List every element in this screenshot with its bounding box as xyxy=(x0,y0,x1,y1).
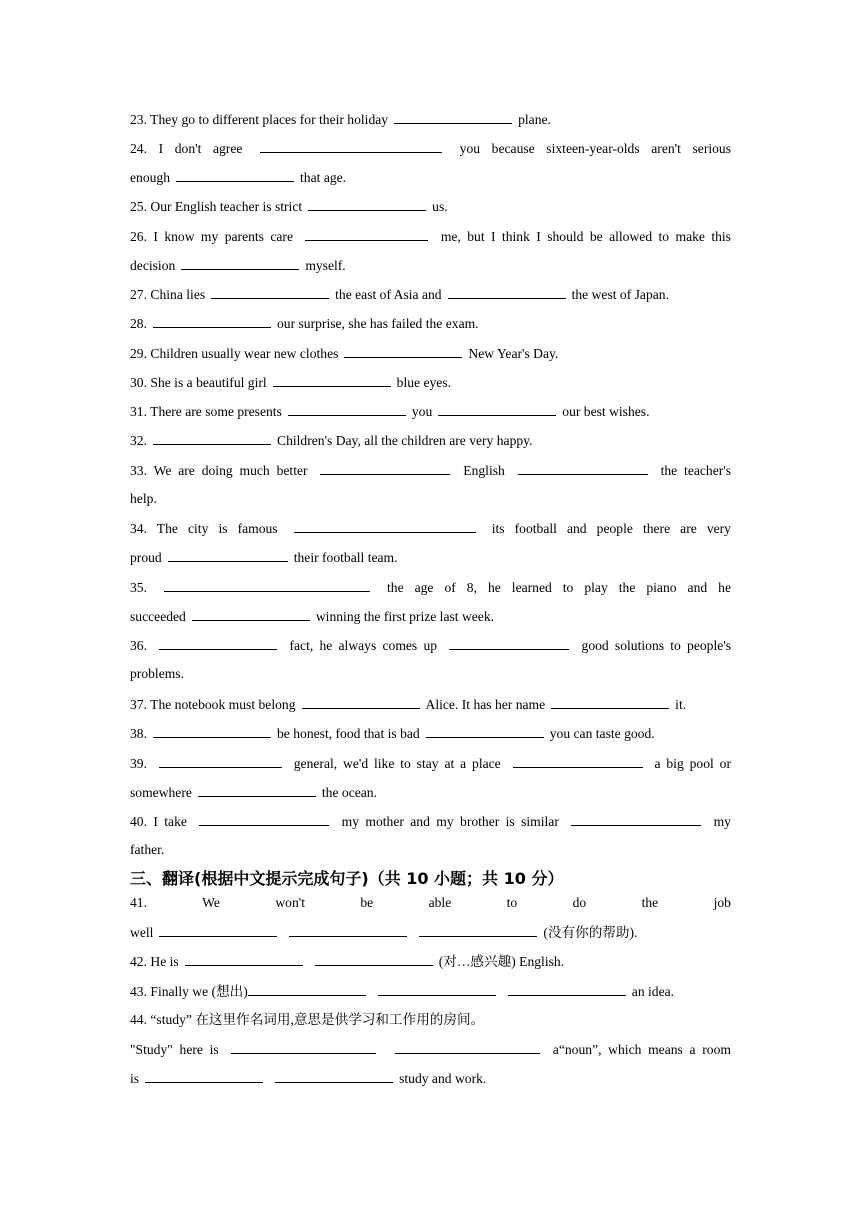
answer-blank[interactable] xyxy=(159,636,277,650)
answer-blank[interactable] xyxy=(394,110,512,124)
question-37: 37. The notebook must belong Alice. It has her name it. xyxy=(130,697,687,712)
question-26-cont: decision myself. xyxy=(130,258,346,273)
answer-blank[interactable] xyxy=(551,695,669,709)
answer-blank[interactable] xyxy=(395,1040,540,1054)
question-40-cont: father. xyxy=(130,842,165,857)
answer-blank[interactable] xyxy=(513,754,643,768)
answer-blank[interactable] xyxy=(288,402,406,416)
question-30: 30. She is a beautiful girl blue eyes. xyxy=(130,375,452,390)
answer-blank[interactable] xyxy=(426,724,544,738)
answer-blank[interactable] xyxy=(308,197,426,211)
answer-blank[interactable] xyxy=(168,548,288,562)
question-36: 36. fact, he always comes up good solutions to people's xyxy=(130,638,732,653)
answer-blank[interactable] xyxy=(164,578,370,592)
question-39-cont: somewhere the ocean. xyxy=(130,785,378,800)
question-39: 39. general, we'd like to stay at a place a big pool or xyxy=(130,756,731,771)
answer-blank[interactable] xyxy=(320,461,450,475)
question-25: 25. Our English teacher is strict us. xyxy=(130,199,448,214)
section-heading: 三、翻译(根据中文提示完成句子)（共 10 小题；共 10 分） xyxy=(130,869,564,888)
question-35-cont: succeeded winning the first prize last week. xyxy=(130,609,495,624)
question-34-cont: proud their football team. xyxy=(130,550,398,565)
answer-blank[interactable] xyxy=(185,952,303,966)
answer-blank[interactable] xyxy=(231,1040,376,1054)
answer-blank[interactable] xyxy=(145,1069,263,1083)
answer-blank[interactable] xyxy=(275,1069,393,1083)
answer-blank[interactable] xyxy=(199,812,329,826)
answer-blank[interactable] xyxy=(198,783,316,797)
question-44: "Study" here is a“noun”, which means a room xyxy=(130,1042,731,1057)
question-31: 31. There are some presents you our best wishes. xyxy=(130,404,650,419)
answer-blank[interactable] xyxy=(449,636,569,650)
answer-blank[interactable] xyxy=(181,256,299,270)
answer-blank[interactable] xyxy=(302,695,420,709)
question-24: 24. I don't agree you because sixteen-year-olds aren't serious xyxy=(130,141,732,156)
answer-blank[interactable] xyxy=(438,402,556,416)
answer-blank[interactable] xyxy=(448,285,566,299)
question-35: 35. the age of 8, he learned to play the piano and he xyxy=(130,580,731,595)
answer-blank[interactable] xyxy=(211,285,329,299)
question-34: 34. The city is famous its football and people there are very xyxy=(130,521,731,536)
question-41: 41. We won't be able to do the job xyxy=(130,895,731,910)
question-26: 26. I know my parents care me, but I think I should be allowed to make this xyxy=(130,229,731,244)
question-32: 32. Children's Day, all the children are very happy. xyxy=(130,433,533,448)
answer-blank[interactable] xyxy=(159,923,277,937)
answer-blank[interactable] xyxy=(248,982,366,996)
answer-blank[interactable] xyxy=(571,812,701,826)
answer-blank[interactable] xyxy=(289,923,407,937)
answer-blank[interactable] xyxy=(273,373,391,387)
question-29: 29. Children usually wear new clothes New Year's Day. xyxy=(130,346,559,361)
question-33: 33. We are doing much better English the teacher's xyxy=(130,463,732,478)
answer-blank[interactable] xyxy=(294,519,476,533)
answer-blank[interactable] xyxy=(260,139,442,153)
question-28: 28. our surprise, she has failed the exam. xyxy=(130,316,479,331)
question-42: 42. He is (对…感兴趣) English. xyxy=(130,954,565,969)
answer-blank[interactable] xyxy=(153,314,271,328)
question-44-cont: is study and work. xyxy=(130,1071,487,1086)
answer-blank[interactable] xyxy=(378,982,496,996)
question-33-cont: help. xyxy=(130,491,157,506)
question-38: 38. be honest, food that is bad you can taste good. xyxy=(130,726,655,741)
question-24-cont: enough that age. xyxy=(130,170,347,185)
answer-blank[interactable] xyxy=(176,168,294,182)
question-23: 23. They go to different places for their holiday plane. xyxy=(130,112,551,127)
answer-blank[interactable] xyxy=(315,952,433,966)
question-40: 40. I take my mother and my brother is similar my xyxy=(130,814,731,829)
answer-blank[interactable] xyxy=(159,754,282,768)
answer-blank[interactable] xyxy=(518,461,648,475)
question-41-cont: well (没有你的帮助). xyxy=(130,925,638,940)
answer-blank[interactable] xyxy=(153,431,271,445)
question-44-prompt: 44. “study” 在这里作名词用,意思是供学习和工作用的房间。 xyxy=(130,1012,485,1027)
question-36-cont: problems. xyxy=(130,666,184,681)
answer-blank[interactable] xyxy=(344,344,462,358)
answer-blank[interactable] xyxy=(192,607,310,621)
answer-blank[interactable] xyxy=(419,923,537,937)
answer-blank[interactable] xyxy=(508,982,626,996)
answer-blank[interactable] xyxy=(305,227,428,241)
question-43: 43. Finally we (想出) an idea. xyxy=(130,984,675,999)
question-27: 27. China lies the east of Asia and the west of Japan. xyxy=(130,287,669,302)
answer-blank[interactable] xyxy=(153,724,271,738)
